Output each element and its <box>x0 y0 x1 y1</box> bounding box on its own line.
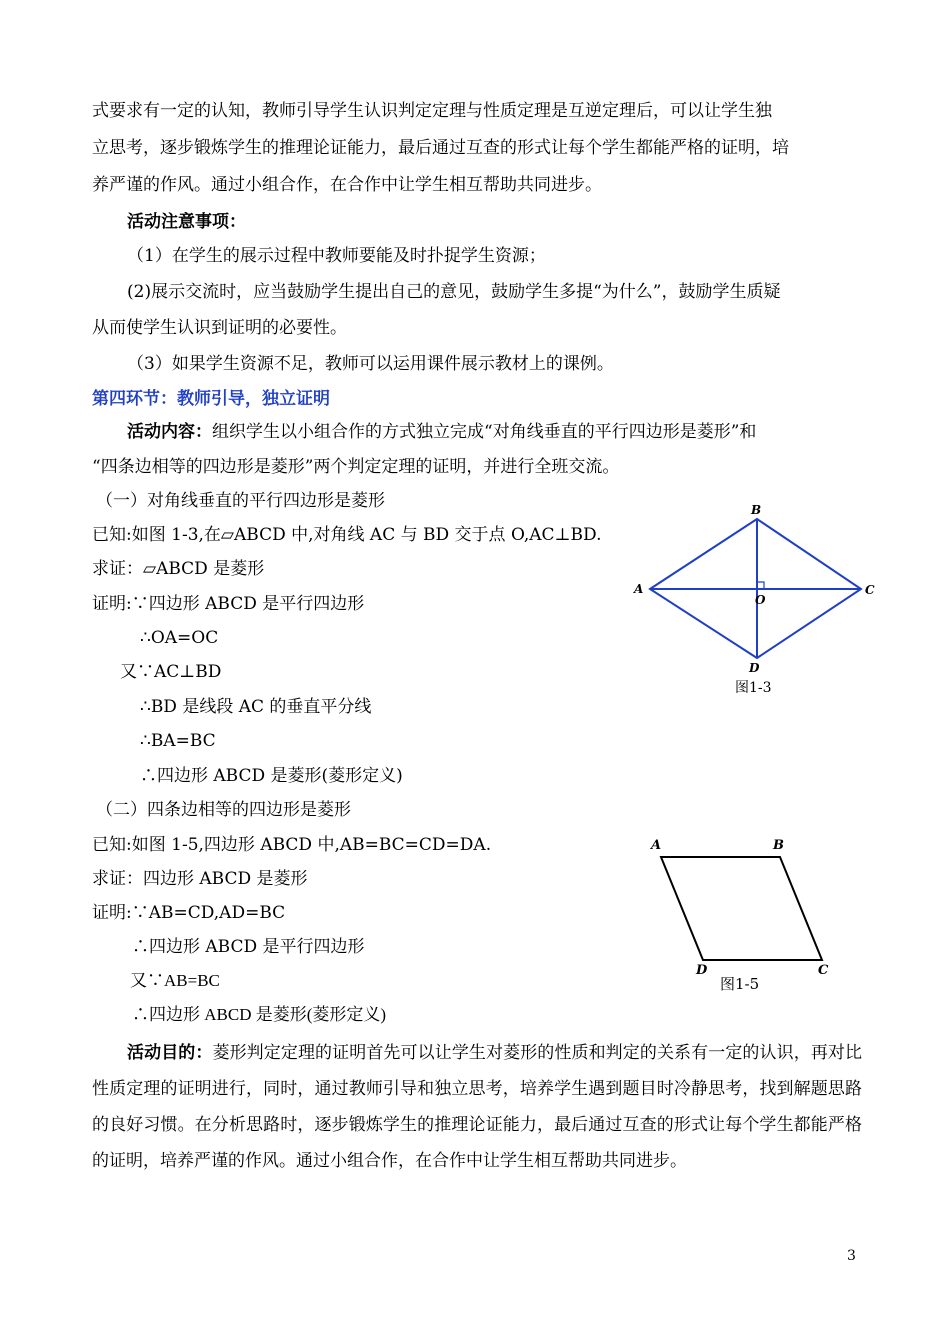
label-A: A <box>634 582 644 596</box>
proof1-step-5: ∴BA=BC <box>140 731 216 751</box>
label-A: A <box>651 838 662 853</box>
proof2-title: （二）四条边相等的四边形是菱形 <box>96 800 351 820</box>
label-C: C <box>818 963 829 978</box>
proof1-title: （一）对角线垂直的平行四边形是菱形 <box>96 491 385 511</box>
label-B: B <box>751 503 762 517</box>
activity-content-label: 活动内容： <box>127 422 212 442</box>
label-O: O <box>755 593 766 607</box>
proof2-step-4: ∴四边形 ABCD 是菱形(菱形定义) <box>132 1005 387 1024</box>
activity-content-text: 组织学生以小组合作的方式独立完成“对角线垂直的平行四边形是菱形”和 <box>212 422 757 442</box>
figure-1-3 <box>625 498 885 708</box>
figure-1-5-caption: 图1-5 <box>720 975 760 993</box>
intro-line-2: 立思考，逐步锻炼学生的推理论证能力，最后通过互查的形式让每个学生都能严格的证明，培 <box>92 138 789 158</box>
proof1-step-6: ∴四边形 ABCD 是菱形(菱形定义) <box>140 766 403 786</box>
activity-content-line-1 <box>127 421 756 443</box>
note-2a: (2)展示交流时，应当鼓励学生提出自己的意见，鼓励学生多提“为什么”，鼓励学生质疑 <box>127 282 781 302</box>
label-D: D <box>696 963 708 978</box>
proof2-step-3: 又∵AB=BC <box>130 971 220 990</box>
activity-purpose <box>92 1035 862 1179</box>
proof1-given: 已知:如图 1-3,在▱ABCD 中,对角线 AC 与 BD 交于点 O,AC⊥BD. <box>92 525 602 545</box>
note-3: （3）如果学生资源不足，教师可以运用课件展示教材上的课例。 <box>127 354 614 374</box>
intro-line-1: 式要求有一定的认知，教师引导学生认识判定定理与性质定理是互逆定理后，可以让学生独 <box>92 101 772 121</box>
section-title: 第四环节：教师引导，独立证明 <box>92 389 330 409</box>
label-B: B <box>773 838 784 853</box>
proof2-prove: 求证：四边形 ABCD 是菱形 <box>92 869 308 889</box>
proof1-step-4: ∴BD 是线段 AC 的垂直平分线 <box>140 697 372 717</box>
proof2-step-1: 证明:∵AB=CD,AD=BC <box>92 903 286 923</box>
activity-content-line-2: “四条边相等的四边形是菱形”两个判定定理的证明，并进行全班交流。 <box>92 457 620 477</box>
proof1-step-3: 又∵AC⊥BD <box>120 662 222 682</box>
activity-purpose-text: 菱形判定定理的证明首先可以让学生对菱形的性质和判定的关系有一定的认识，再对比性质定理的证明进行，同时，通过教师引导和独立思考，培养学生遇到题目时冷静思考，找到解题思路的良好习惯。在分析思路时，逐步锻炼学生的推理论证能力，最后通过互查的形式让每个学生都能严格的证明，培养严谨的作风。通过小组合作，在合作中让学生相互帮助共同进步。 <box>92 1043 863 1171</box>
proof1-step-1: 证明:∵四边形 ABCD 是平行四边形 <box>92 594 365 614</box>
page-number: 3 <box>847 1248 856 1264</box>
proof1-prove: 求证：▱ABCD 是菱形 <box>92 559 265 579</box>
right-angle-mark <box>757 582 764 589</box>
notes-heading: 活动注意事项： <box>127 212 246 232</box>
parallelogram-abcd <box>661 857 822 960</box>
note-2b: 从而使学生认识到证明的必要性。 <box>92 318 347 338</box>
proof1-step-2: ∴OA=OC <box>140 628 219 648</box>
note-1: （1）在学生的展示过程中教师要能及时扑捉学生资源； <box>127 246 546 266</box>
figure-1-3-caption: 图1-3 <box>735 680 772 696</box>
label-C: C <box>865 583 875 597</box>
activity-purpose-label: 活动目的： <box>127 1043 213 1063</box>
proof2-step-2: ∴四边形 ABCD 是平行四边形 <box>132 937 365 957</box>
label-D: D <box>749 661 760 675</box>
proof2-given: 已知:如图 1-5,四边形 ABCD 中,AB=BC=CD=DA. <box>92 835 492 855</box>
intro-line-3: 养严谨的作风。通过小组合作，在合作中让学生相互帮助共同进步。 <box>92 175 602 195</box>
figure-1-5 <box>640 832 850 997</box>
